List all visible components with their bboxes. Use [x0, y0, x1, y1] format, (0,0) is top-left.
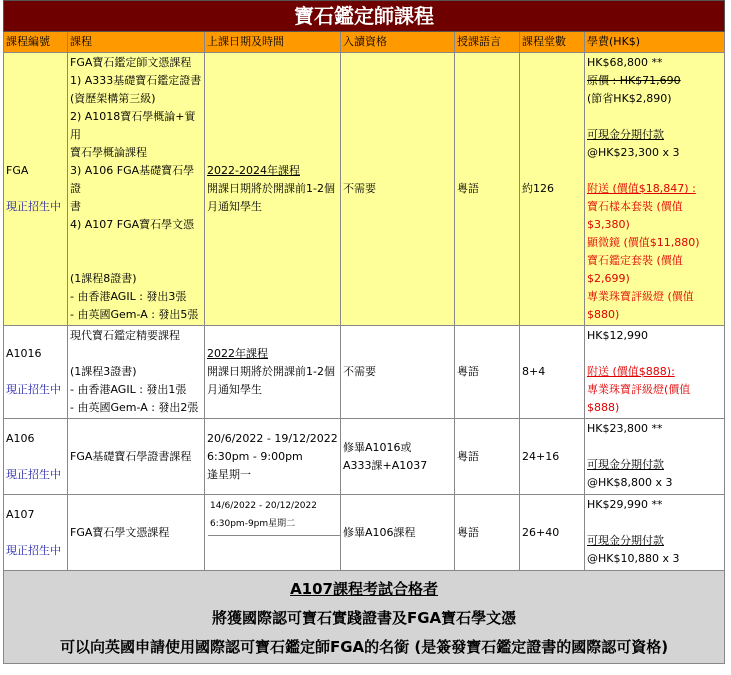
fee-price: HK$68,800 **	[587, 56, 663, 69]
gift-item: 寶石鑑定套裝 (價值$2,699)	[587, 254, 683, 285]
course-line: 3) A106 FGA基礎寶石學證	[70, 164, 195, 195]
fee-cell	[585, 495, 725, 571]
course-table	[3, 0, 725, 664]
code-cell	[4, 495, 68, 571]
installment-amount: @HK$23,300 x 3	[587, 146, 680, 159]
fee-cell	[585, 326, 725, 419]
enrolment-status-link[interactable]: 現正招生中	[6, 543, 61, 557]
language-cell: 粵語	[455, 326, 520, 419]
code-cell	[4, 53, 68, 326]
course-code: A1016	[6, 347, 42, 360]
fee-cell	[585, 419, 725, 495]
saving-amount: (節省HK$2,890)	[587, 92, 672, 105]
table-row-fga	[4, 53, 725, 326]
original-price: 原價 : HK$71,690	[587, 74, 681, 87]
header-sessions: 課程堂數	[520, 32, 585, 53]
schedule-cell	[205, 495, 341, 571]
requirement-cell: 不需要	[341, 53, 455, 326]
installment-amount: @HK$10,880 x 3	[587, 552, 680, 565]
enrolment-status-link[interactable]: 現正招生中	[6, 383, 61, 396]
header-fee: 學費(HK$)	[585, 32, 725, 53]
installment-title: 可現金分期付款	[587, 534, 664, 547]
header-code: 課程編號	[4, 32, 68, 53]
cert-line: - 由香港AGIL : 發出1張	[70, 383, 187, 396]
course-cell: FGA寶石學文憑課程	[68, 495, 205, 571]
course-cell	[68, 53, 205, 326]
gift-item: 專業珠寶評級燈 (價值$880)	[587, 290, 694, 321]
cert-line: - 由香港AGIL : 發出3張	[70, 290, 187, 303]
course-line: (資歷架構第三級)	[70, 92, 156, 105]
enrolment-status-link[interactable]: 現正招生中	[6, 467, 61, 481]
gift-title: 附送 (價值$888):	[587, 365, 675, 378]
footer-heading: A107課程考試合格者	[290, 580, 438, 598]
schedule-cell	[205, 326, 341, 419]
page-title: 寶石鑑定師課程	[4, 1, 725, 32]
table-row-a107	[4, 495, 725, 571]
footer-line: 可以向英國申請使用國際認可寶石鑑定師FGA的名銜 (是簽發寶石鑑定證書的國際認可資格)	[59, 638, 669, 656]
sessions-cell: 24+16	[520, 419, 585, 495]
requirement-line: A333課+A1037	[343, 458, 428, 472]
course-line: 2) A1018寶石學概論+實用	[70, 110, 196, 141]
course-code: A106	[6, 431, 35, 445]
table-row-a1016	[4, 326, 725, 419]
course-line: 書	[70, 200, 81, 213]
code-cell	[4, 419, 68, 495]
fee-price: HK$23,800 **	[587, 422, 663, 435]
fee-price: HK$12,990	[587, 329, 648, 342]
schedule-line: 6:30pm - 9:00pm	[207, 449, 303, 463]
installment-title: 可現金分期付款	[587, 128, 664, 141]
schedule-line: 開課日期將於開課前1-2個	[207, 365, 335, 378]
header-language: 授課語言	[455, 32, 520, 53]
schedule-line: 月通知學生	[207, 200, 262, 213]
table-row-a106	[4, 419, 725, 495]
course-code: FGA	[6, 164, 29, 177]
header-course: 課程	[68, 32, 205, 53]
course-line: FGA寶石鑑定師文憑課程	[70, 56, 192, 69]
cert-line: - 由英國Gem-A : 發出2張	[70, 401, 199, 414]
requirement-line: 修畢A1016或	[343, 440, 412, 454]
schedule-line: 月通知學生	[207, 383, 262, 396]
footer-cell	[4, 571, 725, 664]
sessions-cell: 8+4	[520, 326, 585, 419]
language-cell: 粵語	[455, 419, 520, 495]
schedule-title: 2022-2024年課程	[207, 164, 300, 177]
schedule-subtable	[208, 495, 341, 566]
schedule-cell	[205, 53, 341, 326]
footer-line: 將獲國際認可寶石實踐證書及FGA寶石學文憑	[211, 609, 517, 627]
schedule-line: 6:30pm-9pm星期二	[210, 519, 296, 529]
code-cell	[4, 326, 68, 419]
schedule-title: 2022年課程	[207, 347, 268, 360]
gift-item: 顯微鏡 (價值$11,880)	[587, 236, 700, 249]
requirement-cell	[341, 419, 455, 495]
language-cell: 粵語	[455, 53, 520, 326]
course-code: A107	[6, 507, 35, 521]
table-header	[4, 32, 725, 53]
course-line: 寶石學概論課程	[70, 146, 147, 159]
schedule-cell	[205, 419, 341, 495]
language-cell: 粵語	[455, 495, 520, 571]
installment-title: 可現金分期付款	[587, 458, 664, 471]
course-line: 1) A333基礎寶石鑑定證書	[70, 74, 202, 87]
course-title: 現代寶石鑑定精要課程	[70, 329, 180, 342]
course-cell	[68, 326, 205, 419]
requirement-cell: 不需要	[341, 326, 455, 419]
schedule-line: 14/6/2022 - 20/12/2022	[210, 501, 317, 511]
schedule-line: 20/6/2022 - 19/12/2022	[207, 431, 338, 445]
header-schedule: 上課日期及時間	[205, 32, 341, 53]
sessions-cell: 26+40	[520, 495, 585, 571]
requirement-cell: 修畢A106課程	[341, 495, 455, 571]
sessions-cell: 約126	[520, 53, 585, 326]
schedule-line: 逢星期一	[207, 467, 251, 481]
course-line: 4) A107 FGA寶石學文憑	[70, 218, 195, 231]
schedule-line: 開課日期將於開課前1-2個	[207, 182, 335, 195]
cert-line: (1課程3證書)	[70, 365, 137, 378]
gift-title: 附送 (價值$18,847) :	[587, 182, 696, 195]
footer-row	[4, 571, 725, 664]
installment-amount: @HK$8,800 x 3	[587, 476, 673, 489]
cert-line: (1課程8證書)	[70, 272, 137, 285]
enrolment-status-link[interactable]: 現正招生中	[6, 200, 61, 213]
header-requirement: 入讀資格	[341, 32, 455, 53]
course-cell: FGA基礎寶石學證書課程	[68, 419, 205, 495]
fee-cell	[585, 53, 725, 326]
gift-item: 寶石樣本套裝 (價值$3,380)	[587, 200, 683, 231]
fee-price: HK$29,990 **	[587, 498, 663, 511]
gift-item: 專業珠寶評級燈(價值$888)	[587, 383, 691, 414]
cert-line: - 由英國Gem-A : 發出5張	[70, 308, 199, 321]
